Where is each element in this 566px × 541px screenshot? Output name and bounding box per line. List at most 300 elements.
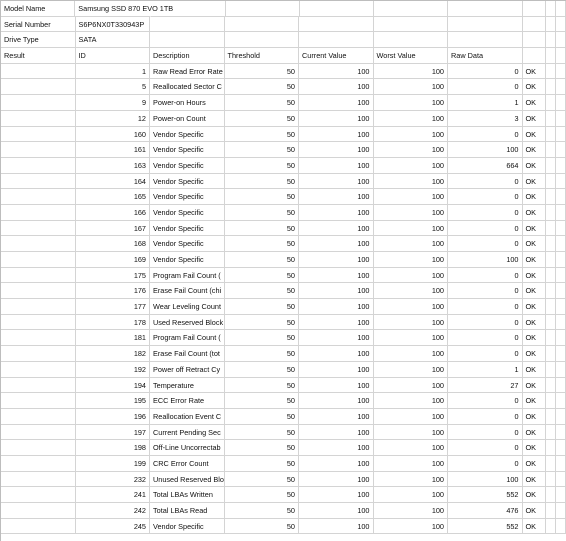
- empty-cell[interactable]: [1, 158, 76, 174]
- empty-cell[interactable]: [226, 1, 300, 17]
- empty-cell[interactable]: [1, 127, 76, 143]
- attribute-id[interactable]: 195: [76, 393, 151, 409]
- attribute-result[interactable]: OK: [523, 362, 547, 378]
- attribute-description[interactable]: ECC Error Rate: [150, 393, 225, 409]
- empty-cell[interactable]: [1, 205, 76, 221]
- empty-cell[interactable]: [546, 330, 556, 346]
- empty-cell[interactable]: [1, 315, 76, 331]
- attribute-threshold[interactable]: 50: [225, 221, 300, 237]
- attribute-current-value[interactable]: 100: [299, 299, 374, 315]
- empty-cell[interactable]: [546, 1, 556, 17]
- attribute-worst-value[interactable]: 100: [374, 346, 449, 362]
- empty-cell[interactable]: [556, 158, 566, 174]
- attribute-raw-data[interactable]: 664: [448, 158, 523, 174]
- attribute-raw-data[interactable]: 0: [448, 393, 523, 409]
- attribute-current-value[interactable]: 100: [299, 503, 374, 519]
- attribute-worst-value[interactable]: 100: [374, 221, 449, 237]
- attribute-worst-value[interactable]: 100: [374, 519, 449, 535]
- empty-cell[interactable]: [556, 378, 566, 394]
- attribute-current-value[interactable]: 100: [299, 158, 374, 174]
- attribute-raw-data[interactable]: 0: [448, 315, 523, 331]
- attribute-raw-data[interactable]: 0: [448, 299, 523, 315]
- empty-cell[interactable]: [546, 519, 556, 535]
- attribute-current-value[interactable]: 100: [299, 346, 374, 362]
- empty-cell[interactable]: [556, 174, 566, 190]
- attribute-threshold[interactable]: 50: [225, 79, 300, 95]
- empty-cell[interactable]: [546, 111, 556, 127]
- attribute-current-value[interactable]: 100: [299, 127, 374, 143]
- empty-cell[interactable]: [1, 409, 76, 425]
- attribute-id[interactable]: 198: [76, 440, 151, 456]
- empty-cell[interactable]: [225, 17, 300, 33]
- empty-cell[interactable]: [556, 1, 566, 17]
- attribute-description[interactable]: Reallocation Event C: [150, 409, 225, 425]
- attribute-current-value[interactable]: 100: [299, 79, 374, 95]
- empty-cell[interactable]: [546, 472, 556, 488]
- empty-cell[interactable]: [299, 32, 374, 48]
- attribute-worst-value[interactable]: 100: [374, 111, 449, 127]
- empty-cell[interactable]: [1, 64, 76, 80]
- empty-cell[interactable]: [556, 189, 566, 205]
- empty-cell[interactable]: [556, 440, 566, 456]
- attribute-id[interactable]: 175: [76, 268, 151, 284]
- attribute-raw-data[interactable]: 0: [448, 221, 523, 237]
- attribute-id[interactable]: 167: [76, 221, 151, 237]
- empty-cell[interactable]: [1, 283, 76, 299]
- attribute-result[interactable]: OK: [523, 378, 547, 394]
- attribute-description[interactable]: Power-on Hours: [150, 95, 225, 111]
- attribute-description[interactable]: CRC Error Count: [150, 456, 225, 472]
- attribute-result[interactable]: OK: [523, 236, 547, 252]
- attribute-id[interactable]: 5: [76, 79, 151, 95]
- attribute-raw-data[interactable]: 0: [448, 268, 523, 284]
- attribute-worst-value[interactable]: 100: [374, 268, 449, 284]
- empty-cell[interactable]: [546, 425, 556, 441]
- attribute-description[interactable]: Total LBAs Written: [150, 487, 225, 503]
- attribute-description[interactable]: Vendor Specific: [150, 142, 225, 158]
- attribute-raw-data[interactable]: 0: [448, 79, 523, 95]
- empty-cell[interactable]: [556, 346, 566, 362]
- attribute-threshold[interactable]: 50: [225, 440, 300, 456]
- attribute-worst-value[interactable]: 100: [374, 425, 449, 441]
- empty-cell[interactable]: [556, 252, 566, 268]
- empty-cell[interactable]: [1, 472, 76, 488]
- attribute-description[interactable]: Erase Fail Count (chi: [150, 283, 225, 299]
- empty-cell[interactable]: [1, 440, 76, 456]
- header-current-value[interactable]: Current Value: [299, 48, 374, 64]
- header-threshold[interactable]: Threshold: [225, 48, 300, 64]
- attribute-current-value[interactable]: 100: [299, 268, 374, 284]
- empty-cell[interactable]: [1, 189, 76, 205]
- empty-cell[interactable]: [1, 393, 76, 409]
- attribute-id[interactable]: 12: [76, 111, 151, 127]
- attribute-raw-data[interactable]: 0: [448, 127, 523, 143]
- empty-cell[interactable]: [1, 95, 76, 111]
- empty-cell[interactable]: [1, 221, 76, 237]
- attribute-raw-data[interactable]: 3: [448, 111, 523, 127]
- attribute-result[interactable]: OK: [523, 221, 547, 237]
- empty-cell[interactable]: [546, 487, 556, 503]
- attribute-threshold[interactable]: 50: [225, 64, 300, 80]
- empty-cell[interactable]: [556, 268, 566, 284]
- attribute-raw-data[interactable]: 0: [448, 425, 523, 441]
- attribute-worst-value[interactable]: 100: [374, 252, 449, 268]
- empty-cell[interactable]: [546, 95, 556, 111]
- attribute-current-value[interactable]: 100: [299, 236, 374, 252]
- attribute-worst-value[interactable]: 100: [374, 299, 449, 315]
- attribute-description[interactable]: Vendor Specific: [150, 236, 225, 252]
- attribute-result[interactable]: OK: [523, 111, 547, 127]
- attribute-id[interactable]: 165: [76, 189, 151, 205]
- attribute-threshold[interactable]: 50: [225, 487, 300, 503]
- empty-cell[interactable]: [546, 393, 556, 409]
- empty-cell[interactable]: [556, 64, 566, 80]
- attribute-raw-data[interactable]: 0: [448, 456, 523, 472]
- attribute-threshold[interactable]: 50: [225, 236, 300, 252]
- empty-cell[interactable]: [1, 252, 76, 268]
- attribute-description[interactable]: Temperature: [150, 378, 225, 394]
- attribute-result[interactable]: OK: [523, 299, 547, 315]
- empty-cell[interactable]: [546, 315, 556, 331]
- attribute-id[interactable]: 177: [76, 299, 151, 315]
- empty-cell[interactable]: [1, 79, 76, 95]
- attribute-description[interactable]: Used Reserved Block: [150, 315, 225, 331]
- attribute-current-value[interactable]: 100: [299, 221, 374, 237]
- empty-cell[interactable]: [556, 393, 566, 409]
- attribute-description[interactable]: Power off Retract Cy: [150, 362, 225, 378]
- attribute-worst-value[interactable]: 100: [374, 95, 449, 111]
- attribute-threshold[interactable]: 50: [225, 362, 300, 378]
- attribute-worst-value[interactable]: 100: [374, 440, 449, 456]
- attribute-description[interactable]: Vendor Specific: [150, 127, 225, 143]
- empty-cell[interactable]: [523, 17, 547, 33]
- attribute-description[interactable]: Vendor Specific: [150, 519, 225, 535]
- empty-cell[interactable]: [1, 503, 76, 519]
- attribute-description[interactable]: Vendor Specific: [150, 158, 225, 174]
- empty-cell[interactable]: [546, 299, 556, 315]
- attribute-threshold[interactable]: 50: [225, 503, 300, 519]
- attribute-raw-data[interactable]: 1: [448, 95, 523, 111]
- attribute-result[interactable]: OK: [523, 315, 547, 331]
- attribute-threshold[interactable]: 50: [225, 456, 300, 472]
- attribute-result[interactable]: OK: [523, 393, 547, 409]
- empty-cell[interactable]: [374, 17, 449, 33]
- attribute-worst-value[interactable]: 100: [374, 409, 449, 425]
- empty-cell[interactable]: [556, 142, 566, 158]
- empty-cell[interactable]: [546, 456, 556, 472]
- empty-cell[interactable]: [374, 32, 449, 48]
- attribute-id[interactable]: 196: [76, 409, 151, 425]
- attribute-id[interactable]: 169: [76, 252, 151, 268]
- empty-cell[interactable]: [546, 79, 556, 95]
- attribute-result[interactable]: OK: [523, 205, 547, 221]
- empty-cell[interactable]: [556, 79, 566, 95]
- empty-cell[interactable]: [546, 48, 556, 64]
- model-name-label[interactable]: Model Name: [1, 1, 75, 17]
- attribute-threshold[interactable]: 50: [225, 252, 300, 268]
- empty-cell[interactable]: [1, 330, 76, 346]
- empty-cell[interactable]: [546, 283, 556, 299]
- attribute-raw-data[interactable]: 0: [448, 440, 523, 456]
- empty-cell[interactable]: [448, 32, 523, 48]
- attribute-raw-data[interactable]: 552: [448, 519, 523, 535]
- attribute-threshold[interactable]: 50: [225, 315, 300, 331]
- attribute-id[interactable]: 1: [76, 64, 151, 80]
- header-result[interactable]: Result: [1, 48, 76, 64]
- attribute-id[interactable]: 181: [76, 330, 151, 346]
- empty-cell[interactable]: [1, 299, 76, 315]
- attribute-current-value[interactable]: 100: [299, 440, 374, 456]
- attribute-id[interactable]: 161: [76, 142, 151, 158]
- attribute-description[interactable]: Vendor Specific: [150, 221, 225, 237]
- attribute-threshold[interactable]: 50: [225, 174, 300, 190]
- attribute-description[interactable]: Total LBAs Read: [150, 503, 225, 519]
- attribute-result[interactable]: OK: [523, 440, 547, 456]
- attribute-threshold[interactable]: 50: [225, 519, 300, 535]
- attribute-id[interactable]: 164: [76, 174, 151, 190]
- attribute-id[interactable]: 199: [76, 456, 151, 472]
- attribute-threshold[interactable]: 50: [225, 95, 300, 111]
- empty-cell[interactable]: [1, 456, 76, 472]
- empty-cell[interactable]: [1, 362, 76, 378]
- empty-cell[interactable]: [556, 221, 566, 237]
- empty-cell[interactable]: [556, 472, 566, 488]
- attribute-raw-data[interactable]: 0: [448, 236, 523, 252]
- attribute-result[interactable]: OK: [523, 503, 547, 519]
- empty-cell[interactable]: [556, 283, 566, 299]
- attribute-id[interactable]: 241: [76, 487, 151, 503]
- attribute-description[interactable]: Current Pending Sec: [150, 425, 225, 441]
- empty-cell[interactable]: [546, 440, 556, 456]
- attribute-id[interactable]: 182: [76, 346, 151, 362]
- empty-cell[interactable]: [556, 32, 566, 48]
- empty-cell[interactable]: [556, 315, 566, 331]
- header-worst-value[interactable]: Worst Value: [374, 48, 449, 64]
- header-id[interactable]: ID: [76, 48, 151, 64]
- attribute-worst-value[interactable]: 100: [374, 456, 449, 472]
- attribute-threshold[interactable]: 50: [225, 205, 300, 221]
- attribute-description[interactable]: Vendor Specific: [150, 174, 225, 190]
- attribute-current-value[interactable]: 100: [299, 205, 374, 221]
- empty-cell[interactable]: [556, 127, 566, 143]
- empty-cell[interactable]: [546, 221, 556, 237]
- empty-cell[interactable]: [299, 17, 374, 33]
- empty-cell[interactable]: [523, 1, 547, 17]
- attribute-current-value[interactable]: 100: [299, 315, 374, 331]
- attribute-description[interactable]: Vendor Specific: [150, 205, 225, 221]
- attribute-threshold[interactable]: 50: [225, 111, 300, 127]
- serial-number-value[interactable]: S6P6NX0T330943P: [76, 17, 151, 33]
- empty-cell[interactable]: [1, 519, 76, 535]
- attribute-current-value[interactable]: 100: [299, 142, 374, 158]
- attribute-threshold[interactable]: 50: [225, 268, 300, 284]
- attribute-result[interactable]: OK: [523, 64, 547, 80]
- attribute-result[interactable]: OK: [523, 487, 547, 503]
- empty-cell[interactable]: [546, 236, 556, 252]
- attribute-result[interactable]: OK: [523, 142, 547, 158]
- attribute-result[interactable]: OK: [523, 252, 547, 268]
- empty-cell[interactable]: [1, 487, 76, 503]
- attribute-raw-data[interactable]: 0: [448, 346, 523, 362]
- attribute-description[interactable]: Vendor Specific: [150, 252, 225, 268]
- empty-cell[interactable]: [556, 17, 566, 33]
- empty-cell[interactable]: [556, 111, 566, 127]
- attribute-worst-value[interactable]: 100: [374, 393, 449, 409]
- empty-cell[interactable]: [556, 425, 566, 441]
- empty-cell[interactable]: [556, 236, 566, 252]
- attribute-id[interactable]: 166: [76, 205, 151, 221]
- attribute-threshold[interactable]: 50: [225, 189, 300, 205]
- attribute-current-value[interactable]: 100: [299, 393, 374, 409]
- attribute-description[interactable]: Reallocated Sector C: [150, 79, 225, 95]
- attribute-current-value[interactable]: 100: [299, 456, 374, 472]
- attribute-threshold[interactable]: 50: [225, 472, 300, 488]
- attribute-result[interactable]: OK: [523, 519, 547, 535]
- attribute-id[interactable]: 232: [76, 472, 151, 488]
- empty-cell[interactable]: [546, 127, 556, 143]
- empty-cell[interactable]: [546, 174, 556, 190]
- empty-cell[interactable]: [1, 111, 76, 127]
- attribute-threshold[interactable]: 50: [225, 142, 300, 158]
- attribute-threshold[interactable]: 50: [225, 425, 300, 441]
- attribute-id[interactable]: 9: [76, 95, 151, 111]
- empty-cell[interactable]: [556, 299, 566, 315]
- empty-cell[interactable]: [556, 48, 566, 64]
- attribute-threshold[interactable]: 50: [225, 393, 300, 409]
- attribute-raw-data[interactable]: 0: [448, 174, 523, 190]
- attribute-result[interactable]: OK: [523, 409, 547, 425]
- empty-cell[interactable]: [374, 1, 448, 17]
- empty-cell[interactable]: [556, 519, 566, 535]
- attribute-id[interactable]: 176: [76, 283, 151, 299]
- attribute-id[interactable]: 197: [76, 425, 151, 441]
- attribute-current-value[interactable]: 100: [299, 409, 374, 425]
- empty-cell[interactable]: [556, 503, 566, 519]
- attribute-result[interactable]: OK: [523, 283, 547, 299]
- attribute-worst-value[interactable]: 100: [374, 205, 449, 221]
- empty-cell[interactable]: [546, 189, 556, 205]
- attribute-current-value[interactable]: 100: [299, 111, 374, 127]
- empty-cell[interactable]: [546, 32, 556, 48]
- attribute-current-value[interactable]: 100: [299, 174, 374, 190]
- attribute-current-value[interactable]: 100: [299, 330, 374, 346]
- attribute-result[interactable]: OK: [523, 268, 547, 284]
- attribute-description[interactable]: Program Fail Count (: [150, 330, 225, 346]
- attribute-current-value[interactable]: 100: [299, 362, 374, 378]
- attribute-worst-value[interactable]: 100: [374, 362, 449, 378]
- empty-cell[interactable]: [150, 32, 225, 48]
- attribute-worst-value[interactable]: 100: [374, 315, 449, 331]
- attribute-current-value[interactable]: 100: [299, 519, 374, 535]
- attribute-worst-value[interactable]: 100: [374, 64, 449, 80]
- attribute-description[interactable]: Vendor Specific: [150, 189, 225, 205]
- attribute-threshold[interactable]: 50: [225, 409, 300, 425]
- empty-cell[interactable]: [546, 17, 556, 33]
- empty-cell[interactable]: [556, 456, 566, 472]
- attribute-threshold[interactable]: 50: [225, 330, 300, 346]
- empty-cell[interactable]: [556, 95, 566, 111]
- empty-cell[interactable]: [546, 205, 556, 221]
- empty-cell[interactable]: [546, 378, 556, 394]
- attribute-raw-data[interactable]: 0: [448, 409, 523, 425]
- attribute-result[interactable]: OK: [523, 425, 547, 441]
- attribute-raw-data[interactable]: 476: [448, 503, 523, 519]
- attribute-worst-value[interactable]: 100: [374, 79, 449, 95]
- attribute-description[interactable]: Raw Read Error Rate: [150, 64, 225, 80]
- serial-number-label[interactable]: Serial Number: [1, 17, 76, 33]
- attribute-threshold[interactable]: 50: [225, 346, 300, 362]
- attribute-raw-data[interactable]: 0: [448, 189, 523, 205]
- attribute-id[interactable]: 163: [76, 158, 151, 174]
- attribute-id[interactable]: 245: [76, 519, 151, 535]
- attribute-description[interactable]: Off-Line Uncorrectab: [150, 440, 225, 456]
- attribute-current-value[interactable]: 100: [299, 425, 374, 441]
- attribute-description[interactable]: Unused Reserved Blo: [150, 472, 225, 488]
- empty-cell[interactable]: [523, 32, 547, 48]
- attribute-current-value[interactable]: 100: [299, 378, 374, 394]
- attribute-result[interactable]: OK: [523, 189, 547, 205]
- attribute-id[interactable]: 168: [76, 236, 151, 252]
- attribute-threshold[interactable]: 50: [225, 158, 300, 174]
- attribute-id[interactable]: 242: [76, 503, 151, 519]
- attribute-worst-value[interactable]: 100: [374, 472, 449, 488]
- empty-cell[interactable]: [300, 1, 374, 17]
- attribute-current-value[interactable]: 100: [299, 283, 374, 299]
- empty-cell[interactable]: [1, 174, 76, 190]
- empty-cell[interactable]: [546, 503, 556, 519]
- attribute-threshold[interactable]: 50: [225, 378, 300, 394]
- attribute-result[interactable]: OK: [523, 127, 547, 143]
- empty-cell[interactable]: [546, 409, 556, 425]
- empty-cell[interactable]: [523, 48, 547, 64]
- attribute-id[interactable]: 178: [76, 315, 151, 331]
- attribute-result[interactable]: OK: [523, 346, 547, 362]
- attribute-worst-value[interactable]: 100: [374, 236, 449, 252]
- attribute-current-value[interactable]: 100: [299, 487, 374, 503]
- empty-cell[interactable]: [546, 362, 556, 378]
- empty-cell[interactable]: [546, 346, 556, 362]
- attribute-description[interactable]: Wear Leveling Count: [150, 299, 225, 315]
- attribute-threshold[interactable]: 50: [225, 127, 300, 143]
- attribute-raw-data[interactable]: 27: [448, 378, 523, 394]
- attribute-result[interactable]: OK: [523, 472, 547, 488]
- attribute-current-value[interactable]: 100: [299, 95, 374, 111]
- empty-cell[interactable]: [151, 1, 225, 17]
- attribute-raw-data[interactable]: 0: [448, 64, 523, 80]
- attribute-worst-value[interactable]: 100: [374, 283, 449, 299]
- attribute-raw-data[interactable]: 552: [448, 487, 523, 503]
- attribute-worst-value[interactable]: 100: [374, 174, 449, 190]
- header-description[interactable]: Description: [150, 48, 225, 64]
- empty-cell[interactable]: [546, 252, 556, 268]
- attribute-raw-data[interactable]: 1: [448, 362, 523, 378]
- attribute-id[interactable]: 160: [76, 127, 151, 143]
- attribute-id[interactable]: 194: [76, 378, 151, 394]
- empty-cell[interactable]: [448, 1, 522, 17]
- attribute-raw-data[interactable]: 0: [448, 330, 523, 346]
- empty-cell[interactable]: [546, 268, 556, 284]
- empty-cell[interactable]: [556, 205, 566, 221]
- attribute-current-value[interactable]: 100: [299, 472, 374, 488]
- attribute-id[interactable]: 192: [76, 362, 151, 378]
- empty-cell[interactable]: [1, 236, 76, 252]
- attribute-worst-value[interactable]: 100: [374, 142, 449, 158]
- empty-cell[interactable]: [546, 64, 556, 80]
- attribute-current-value[interactable]: 100: [299, 189, 374, 205]
- attribute-raw-data[interactable]: 100: [448, 142, 523, 158]
- attribute-raw-data[interactable]: 100: [448, 472, 523, 488]
- drive-type-label[interactable]: Drive Type: [1, 32, 76, 48]
